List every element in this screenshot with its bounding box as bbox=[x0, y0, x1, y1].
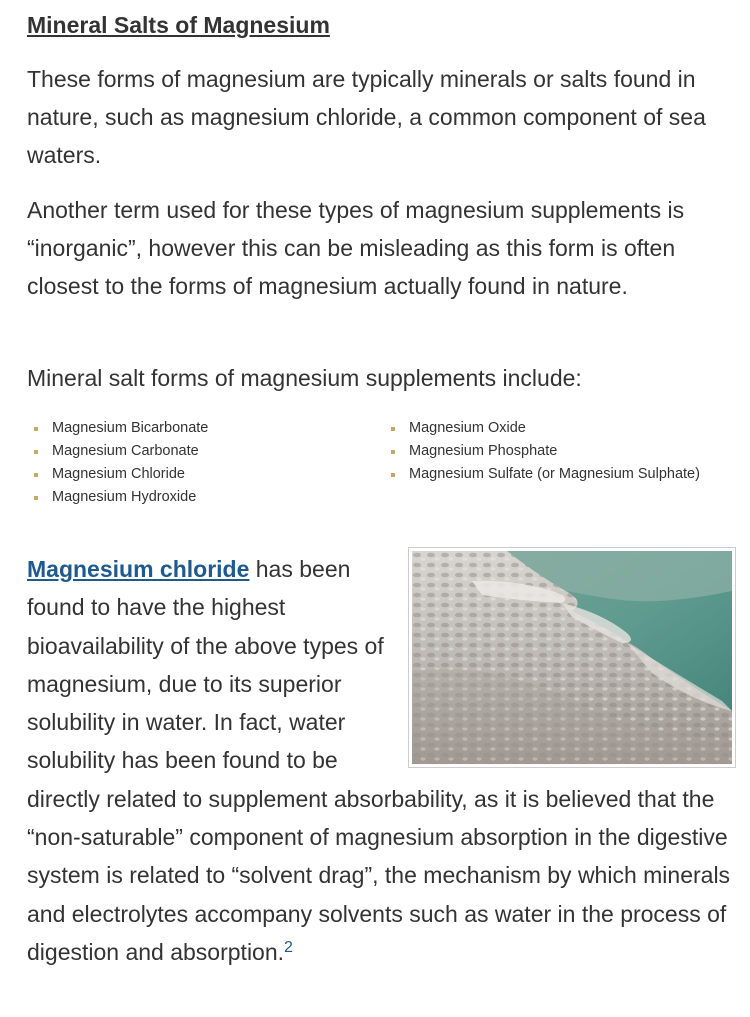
bullet-icon bbox=[34, 427, 38, 431]
bullet-icon bbox=[34, 496, 38, 500]
section-heading: Mineral Salts of Magnesium bbox=[27, 12, 330, 38]
list-item bbox=[391, 440, 700, 463]
list-item-label: Magnesium Carbonate bbox=[52, 443, 199, 459]
bullet-icon bbox=[391, 427, 395, 431]
footnote-reference-link[interactable]: 2 bbox=[284, 938, 293, 956]
list-item-label: Magnesium Phosphate bbox=[409, 443, 558, 459]
image-wrap-space bbox=[389, 550, 739, 778]
chloride-paragraph-text: has been found to have the highest bioavailability of the above types of magnesium, due to its superior solubility in water. In fact, water solubility has been found to be directly related to supplement absorbability, as it is believed that the “non-saturable” component of magnesium absorption in the digestive system is related to “solvent drag”, the mechanism by which minerals and electrolytes accompany solvents such as water in the process of digestion and absorption. bbox=[27, 556, 731, 965]
list-item bbox=[391, 417, 700, 440]
supplement-list-right bbox=[391, 417, 700, 486]
intro-paragraph: These forms of magnesium are typically minerals or salts found in nature, such as magnesium chloride, a common component of sea waters. bbox=[27, 66, 706, 168]
bullet-icon bbox=[34, 450, 38, 454]
list-item bbox=[34, 417, 208, 440]
list-item bbox=[34, 463, 208, 486]
list-item-label: Magnesium Sulfate (or Magnesium Sulphate) bbox=[409, 466, 700, 482]
list-item-label: Magnesium Chloride bbox=[52, 466, 185, 482]
list-item-label: Magnesium Oxide bbox=[409, 420, 526, 436]
bullet-icon bbox=[391, 473, 395, 477]
chloride-paragraph bbox=[27, 550, 739, 971]
bullet-icon bbox=[391, 450, 395, 454]
list-item bbox=[391, 463, 700, 486]
supplement-list-left bbox=[34, 417, 208, 509]
bullet-icon bbox=[34, 473, 38, 477]
inorganic-paragraph: Another term used for these types of magnesium supplements is “inorganic”, however this can be misleading as this form is often closest to the forms of magnesium actually found in nature. bbox=[27, 197, 685, 299]
list-item-label: Magnesium Hydroxide bbox=[52, 489, 197, 505]
list-item bbox=[34, 486, 208, 509]
list-item bbox=[34, 440, 208, 463]
magnesium-chloride-link[interactable]: Magnesium chloride bbox=[27, 556, 250, 582]
list-item-label: Magnesium Bicarbonate bbox=[52, 420, 209, 436]
list-intro-paragraph: Mineral salt forms of magnesium supplements include: bbox=[27, 365, 582, 391]
